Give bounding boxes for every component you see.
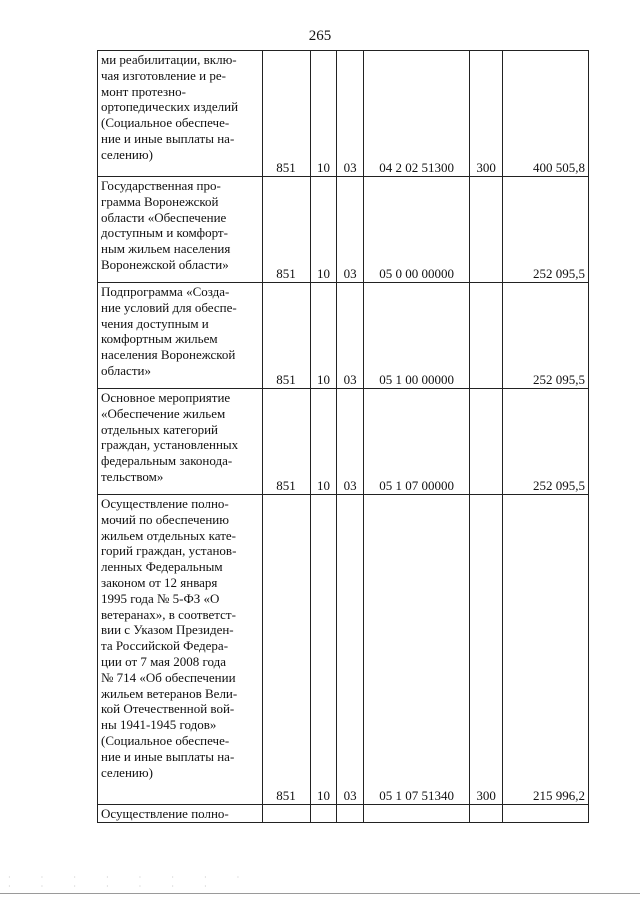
item-name-line: граждан, установленных — [101, 437, 239, 453]
table-row — [98, 177, 589, 283]
cell-ministry-code: 851 — [262, 51, 310, 177]
cell-section-code: 10 — [310, 495, 337, 805]
cell-target-article: 05 1 07 00000 — [363, 389, 469, 495]
budget-table-body — [98, 51, 589, 823]
page-bottom-edge — [0, 893, 640, 894]
item-name-line: ветеранах», в соответст- — [101, 606, 236, 622]
item-name-line: ортопедических изделий — [101, 99, 239, 115]
cell-item-name — [98, 389, 263, 495]
cell-section-code: 10 — [310, 283, 337, 389]
cell-ministry-code: 851 — [262, 177, 310, 283]
item-name-line: Основное мероприятие — [101, 390, 231, 405]
table-row — [98, 495, 589, 805]
item-name-line: комфортным жильем — [101, 331, 218, 347]
cell-target-article: 05 1 07 51340 — [363, 495, 469, 805]
table-row — [98, 805, 589, 823]
item-name-line: монт протезно- — [101, 83, 186, 99]
item-name-line: тельством» — [101, 468, 164, 484]
cell-expense-type — [470, 177, 503, 283]
item-name-line: «Обеспечение жильем — [101, 405, 226, 421]
cell-item-name — [98, 805, 263, 823]
item-name-line: вии с Указом Президен- — [101, 622, 234, 638]
item-name-line: кой Отечественной вой- — [101, 701, 235, 717]
item-name-line: законом от 12 января — [101, 574, 218, 590]
cell-target-article: 05 0 00 00000 — [363, 177, 469, 283]
cell-sum: 252 095,5 — [503, 177, 589, 283]
item-name-line: мочий по обеспечению — [101, 511, 229, 527]
cell-ministry-code: 851 — [262, 389, 310, 495]
cell-sum: 215 996,2 — [503, 495, 589, 805]
cell-target-article — [363, 805, 469, 823]
cell-section-code: 10 — [310, 51, 337, 177]
cell-sum: 252 095,5 — [503, 389, 589, 495]
item-name-line: Воронежской области» — [101, 256, 229, 272]
item-name-line: ны 1941-1945 годов» — [101, 717, 217, 733]
cell-subsection-code: 03 — [337, 177, 364, 283]
item-name-line: жильем отдельных кате- — [101, 527, 237, 543]
item-name-line: 1995 года № 5-ФЗ «О — [101, 590, 220, 606]
scan-noise: · · · · · · · · · · · · · · · — [8, 873, 254, 891]
item-name-line: ние и иные выплаты на- — [101, 130, 235, 146]
item-name-line: грамма Воронежской — [101, 193, 219, 209]
cell-ministry-code — [262, 805, 310, 823]
item-name-line: ным жильем населения — [101, 241, 231, 257]
item-name-line: та Российской Федера- — [101, 638, 229, 654]
item-name-line: области «Обеспечение — [101, 209, 227, 225]
cell-item-name — [98, 495, 263, 805]
cell-ministry-code: 851 — [262, 283, 310, 389]
item-name-line: ние и иные выплаты на- — [101, 748, 235, 764]
item-name-line: ленных Федеральным — [101, 559, 223, 575]
cell-sum — [503, 805, 589, 823]
item-name-line: ние условий для обеспе- — [101, 299, 237, 315]
cell-expense-type — [470, 805, 503, 823]
item-name-line: доступным и комфорт- — [101, 225, 228, 241]
item-name-line: федеральным законода- — [101, 453, 233, 469]
page-number: 265 — [308, 28, 332, 44]
item-name-line: № 714 «Об обеспечении — [101, 669, 236, 685]
cell-item-name — [98, 177, 263, 283]
item-name-line: Подпрограмма «Созда- — [101, 284, 230, 299]
cell-sum: 400 505,8 — [503, 51, 589, 177]
table-row — [98, 51, 589, 177]
item-name-line: населения Воронежской — [101, 347, 236, 363]
cell-target-article: 04 2 02 51300 — [363, 51, 469, 177]
cell-expense-type: 300 — [470, 51, 503, 177]
cell-subsection-code: 03 — [337, 51, 364, 177]
cell-section-code — [310, 805, 337, 823]
item-name-line: селению) — [101, 146, 153, 162]
cell-ministry-code: 851 — [262, 495, 310, 805]
item-name-line: (Социальное обеспече- — [101, 732, 230, 748]
item-name-line: ми реабилитации, вклю- — [101, 52, 237, 67]
cell-sum: 252 095,5 — [503, 283, 589, 389]
cell-expense-type — [470, 389, 503, 495]
item-name-line: (Социальное обеспече- — [101, 115, 230, 131]
cell-subsection-code: 03 — [337, 283, 364, 389]
item-name-line: Осуществление полно- — [101, 496, 229, 511]
item-name-line: чения доступным и — [101, 315, 209, 331]
item-name-line: жильем ветеранов Вели- — [101, 685, 238, 701]
cell-subsection-code — [337, 805, 364, 823]
table-row — [98, 283, 589, 389]
cell-section-code: 10 — [310, 389, 337, 495]
item-name-line: Осуществление полно- — [101, 806, 229, 821]
item-name-line: чая изготовление и ре- — [101, 67, 226, 83]
item-name-line: ции от 7 мая 2008 года — [101, 653, 227, 669]
cell-section-code: 10 — [310, 177, 337, 283]
cell-target-article: 05 1 00 00000 — [363, 283, 469, 389]
cell-subsection-code: 03 — [337, 389, 364, 495]
cell-item-name — [98, 51, 263, 177]
item-name-line: селению) — [101, 764, 153, 780]
cell-expense-type — [470, 283, 503, 389]
item-name-line: горий граждан, установ- — [101, 543, 237, 559]
cell-expense-type: 300 — [470, 495, 503, 805]
budget-table — [97, 50, 589, 823]
item-name-line: Государственная про- — [101, 178, 221, 193]
item-name-line: отдельных категорий — [101, 421, 219, 437]
cell-item-name — [98, 283, 263, 389]
item-name-line: области» — [101, 362, 151, 378]
table-row — [98, 389, 589, 495]
cell-subsection-code: 03 — [337, 495, 364, 805]
